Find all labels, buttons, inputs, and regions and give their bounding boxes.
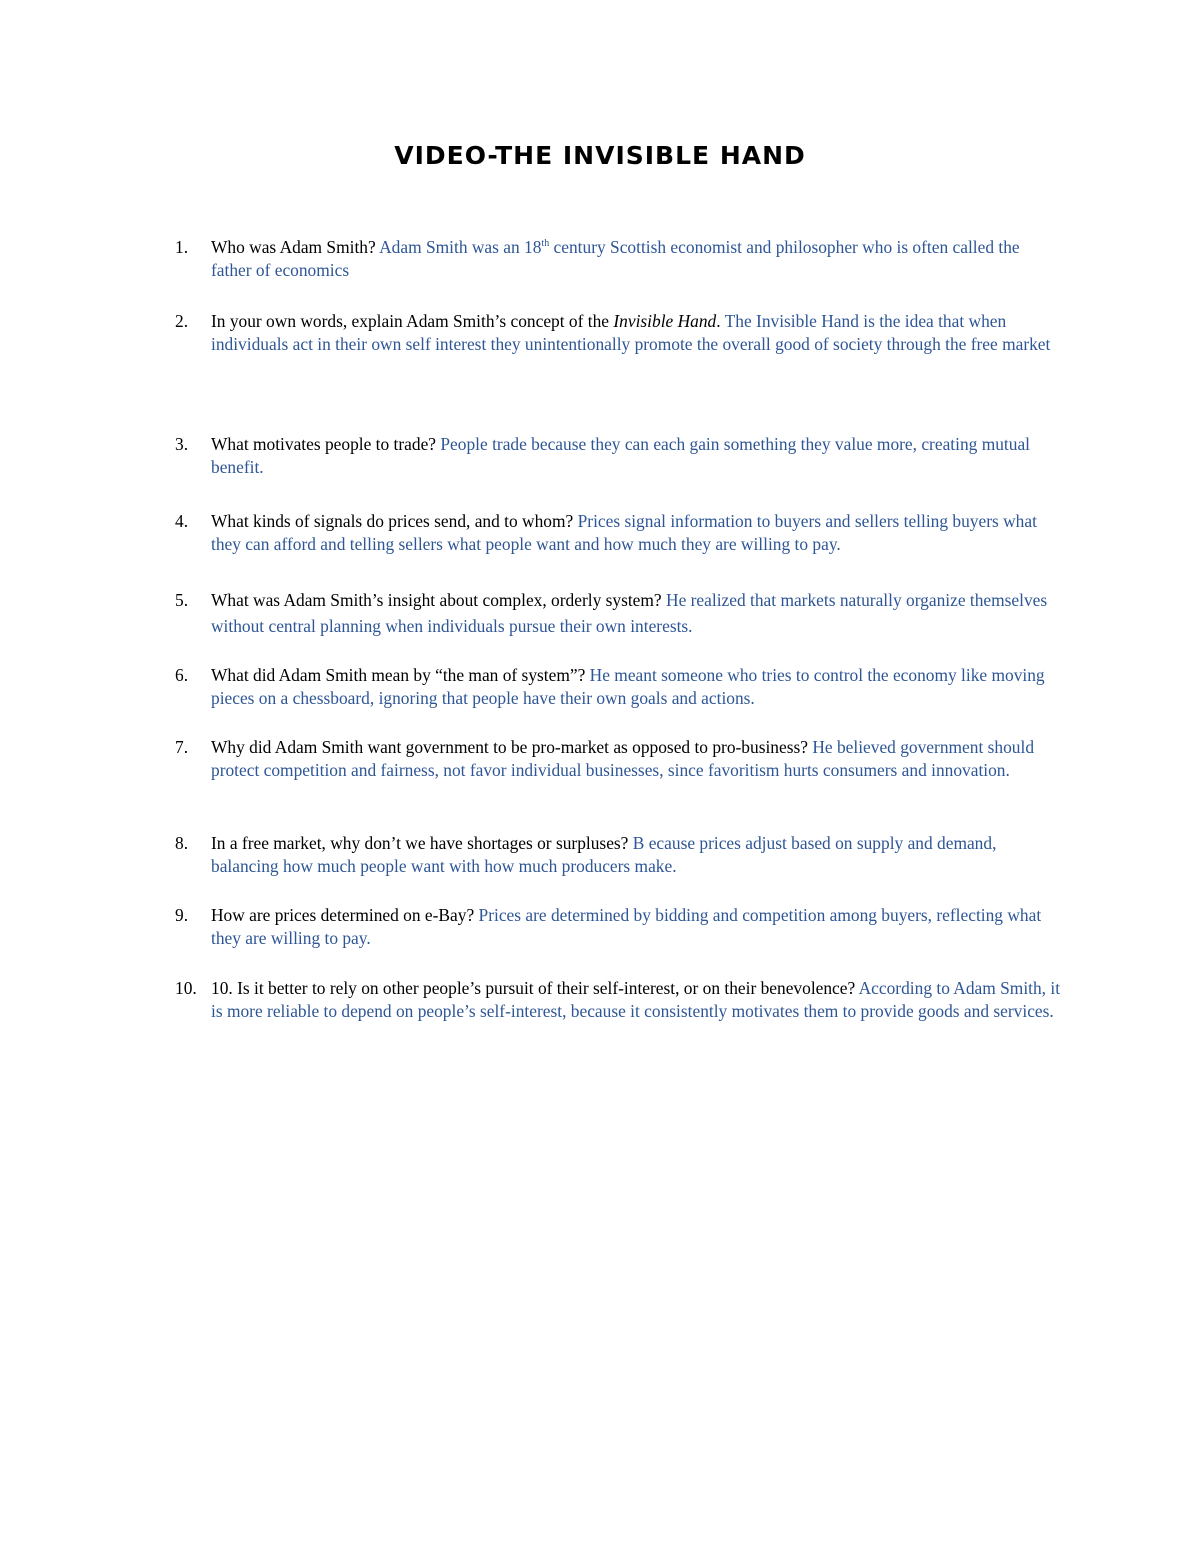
answer-text-part: Adam Smith was an 18 <box>379 237 542 257</box>
question-italic-term: Invisible Hand <box>613 311 717 331</box>
question-text <box>211 311 721 331</box>
item-number: 2. <box>175 311 189 331</box>
item-number: 3. <box>175 434 189 454</box>
item-number: 6. <box>175 665 189 685</box>
answer-text-part: century Scottish economist and philosopher who is often called the father of economics <box>211 237 1020 280</box>
answer-text: People trade because they can each gain something they value more, creating mutual benefit. <box>211 434 1030 477</box>
answer-text: He meant someone who tries to control the economy like moving pieces on a chessboard, ignoring that people have their own goals and actions. <box>211 665 1045 708</box>
question-text: How are prices determined on e-Bay? <box>211 905 475 925</box>
document-title: VIDEO-THE INVISIBLE HAND <box>394 141 806 170</box>
item-number: 10. <box>175 978 197 998</box>
question-text: Who was Adam Smith? <box>211 237 376 257</box>
item-body <box>211 236 1061 282</box>
answer-text: The Invisible Hand is the idea that when individuals act in their own self interest they unintentionally promote the overall good of society through the free market <box>211 311 1051 354</box>
question-text: 10. Is it better to rely on other people’s pursuit of their self-interest, or on their benevolence? <box>211 978 856 998</box>
item-body <box>211 510 1061 556</box>
item-number: 8. <box>175 833 189 853</box>
question-text: What was Adam Smith’s insight about complex, orderly system? <box>211 590 662 610</box>
question-text: What motivates people to trade? <box>211 434 437 454</box>
answer-text: Prices are determined by bidding and competition among buyers, reflecting what they are willing to pay. <box>211 905 1042 948</box>
item-body <box>211 736 1061 782</box>
item-body <box>211 664 1061 710</box>
answer-text: He realized that markets naturally organize themselves without central planning when individuals pursue their own interests. <box>211 590 1048 636</box>
question-text-part: . <box>716 311 721 331</box>
question-text: What kinds of signals do prices send, and to whom? <box>211 511 574 531</box>
item-number: 1. <box>175 237 189 257</box>
answer-text: According to Adam Smith, it is more reliable to depend on people’s self-interest, because it consistently motivates them to provide goods and services. <box>211 978 1061 1021</box>
question-text-part: In your own words, explain Adam Smith’s concept of the <box>211 311 609 331</box>
item-body <box>211 977 1061 1023</box>
question-text: Why did Adam Smith want government to be pro-market as opposed to pro-business? <box>211 737 808 757</box>
item-body <box>211 587 1061 639</box>
answer-superscript: th <box>541 238 550 250</box>
item-body <box>211 904 1061 950</box>
item-number: 7. <box>175 737 189 757</box>
answer-text: Prices signal information to buyers and sellers telling buyers what they can afford and telling sellers what people want and how much they are willing to pay. <box>211 511 1037 554</box>
question-text: In a free market, why don’t we have shortages or surpluses? <box>211 833 629 853</box>
answer-text: He believed government should protect competition and fairness, not favor individual businesses, since favoritism hurts consumers and innovation. <box>211 737 1035 780</box>
item-body <box>211 433 1061 479</box>
item-number: 5. <box>175 590 189 610</box>
item-number: 4. <box>175 511 189 531</box>
item-number: 9. <box>175 905 189 925</box>
item-body <box>211 832 1061 878</box>
item-body <box>211 310 1061 356</box>
answer-text: B ecause prices adjust based on supply and demand, balancing how much people want with how much producers make. <box>211 833 997 876</box>
question-text: What did Adam Smith mean by “the man of system”? <box>211 665 586 685</box>
